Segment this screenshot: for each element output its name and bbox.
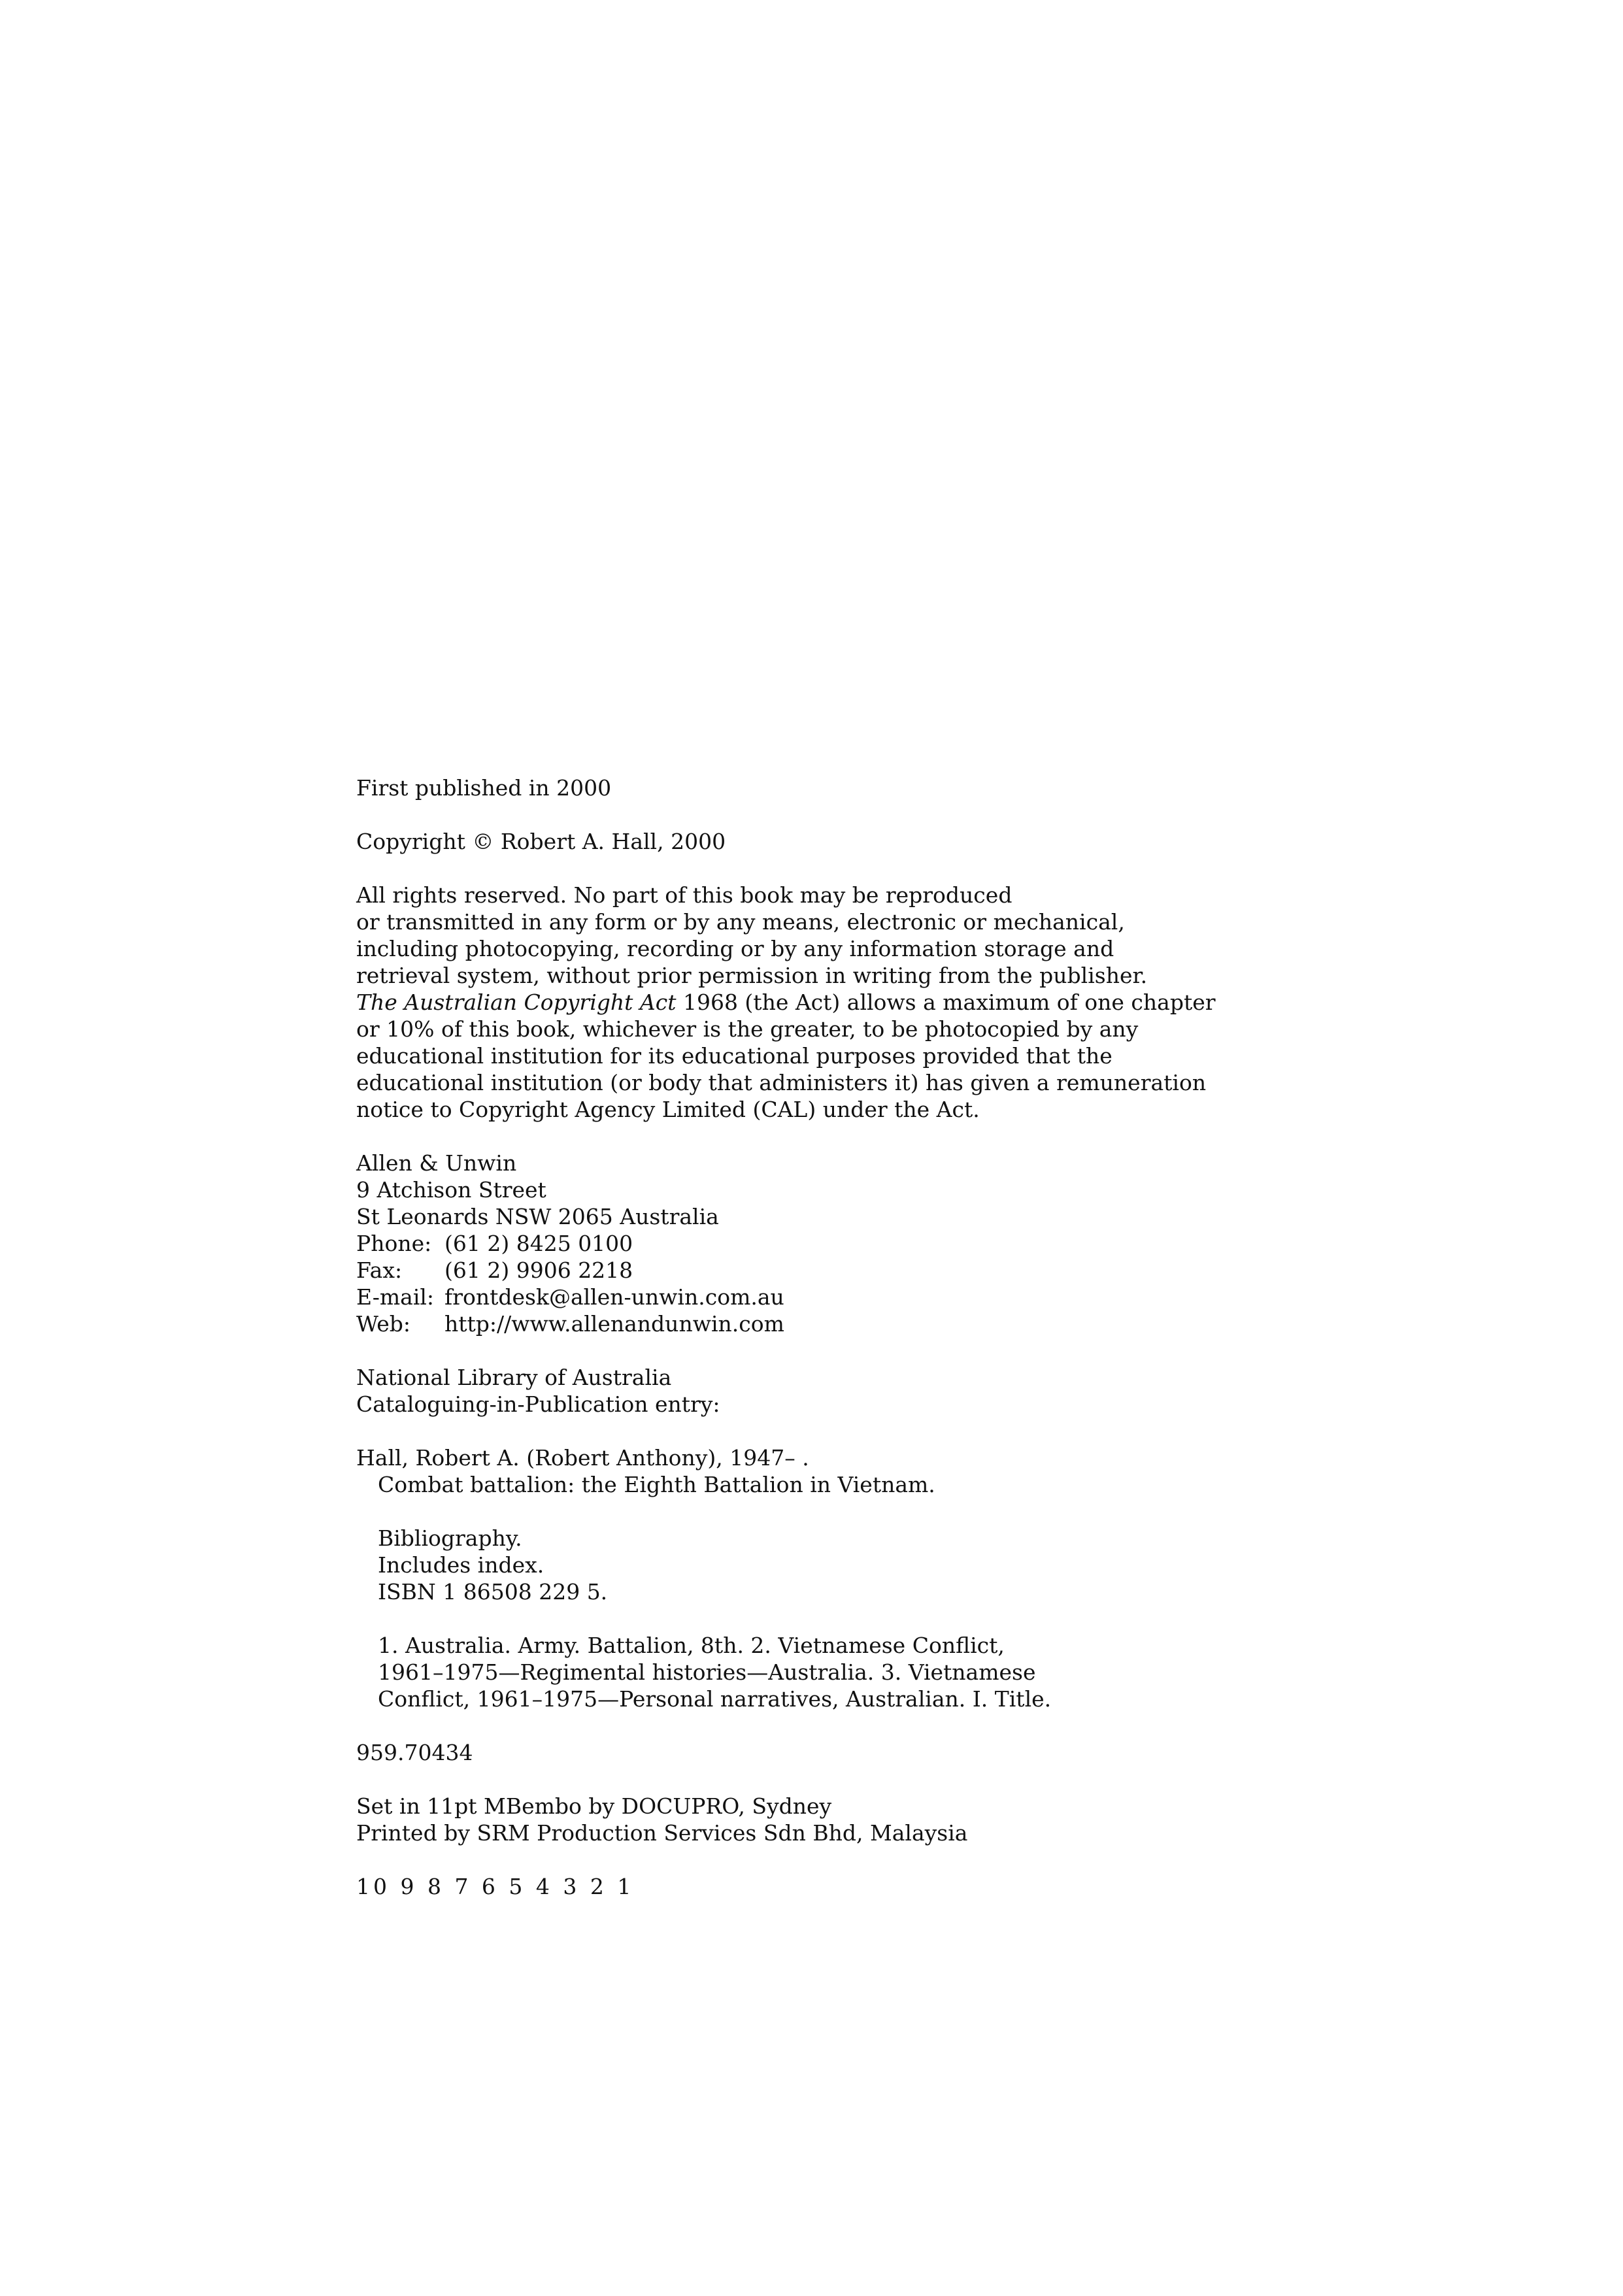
act-title: The Australian Copyright Act [356, 990, 677, 1015]
rights-statement [356, 882, 1216, 1123]
contact-phone [356, 1230, 1206, 1257]
entry-title: Combat battalion: the Eighth Battalion in Vietnam. [378, 1472, 935, 1497]
act-line [356, 989, 1216, 1016]
contact-label: E-mail: [356, 1284, 435, 1310]
classification-number [356, 1739, 1206, 1766]
publisher-address [356, 1150, 1206, 1337]
contact-fax [356, 1257, 1206, 1284]
entry-subject: 1961–1975—Regimental histories—Australia. 3. Vietnamese [378, 1659, 1036, 1685]
entry-subject: Conflict, 1961–1975—Personal narratives, Australian. I. Title. [378, 1686, 1052, 1712]
catalogue-entry [356, 1444, 1206, 1712]
copyright-notice [356, 828, 1206, 855]
entry-note: Bibliography. [378, 1525, 522, 1551]
print-line [356, 1873, 1206, 1900]
rights-line: retrieval system, without prior permission in writing from the publisher. [356, 963, 1148, 988]
contact-web [356, 1310, 1206, 1337]
act-rest: 1968 (the Act) allows a maximum of one chapter [676, 990, 1216, 1015]
printer-credit: Printed by SRM Production Services Sdn Bhd, Malaysia [356, 1820, 968, 1846]
entry-note: Includes index. [378, 1552, 544, 1578]
entry-author: Hall, Robert A. (Robert Anthony), 1947– . [356, 1445, 809, 1471]
rights-line: educational institution (or body that administers it) has given a remuneration [356, 1070, 1207, 1095]
rights-line: All rights reserved. No part of this book may be reproduced [356, 882, 1012, 908]
entry-isbn: ISBN 1 86508 229 5. [378, 1579, 608, 1605]
contact-label: Phone: [356, 1231, 432, 1256]
contact-label: Web: [356, 1311, 410, 1337]
cip-heading [356, 1364, 1206, 1418]
rights-line: notice to Copyright Agency Limited (CAL) under the Act. [356, 1097, 980, 1122]
cip-line-1: National Library of Australia [356, 1365, 672, 1390]
entry-subject: 1. Australia. Army. Battalion, 8th. 2. Vietnamese Conflict, [378, 1633, 1005, 1658]
contact-label: Fax: [356, 1257, 403, 1283]
contact-value: (61 2) 9906 2218 [444, 1257, 633, 1283]
imprint-block [356, 774, 1216, 1900]
contact-value: (61 2) 8425 0100 [444, 1231, 633, 1256]
rights-line: or 10% of this book, whichever is the greater, to be photocopied by any [356, 1016, 1139, 1042]
rights-line: including photocopying, recording or by any information storage and [356, 936, 1114, 961]
rights-line: educational institution for its educational purposes provided that the [356, 1043, 1113, 1069]
cip-line-2: Cataloguing-in-Publication entry: [356, 1391, 720, 1417]
print-line-text: 10 9 8 7 6 5 4 3 2 1 [356, 1874, 635, 1899]
copyright-text: Copyright © Robert A. Hall, 2000 [356, 829, 726, 854]
classification-text: 959.70434 [356, 1740, 473, 1765]
typeset-credit: Set in 11pt MBembo by DOCUPRO, Sydney [356, 1793, 832, 1819]
production-credits [356, 1793, 1206, 1846]
contact-value: http://www.allenandunwin.com [444, 1311, 784, 1337]
first-published-text: First published in 2000 [356, 775, 612, 801]
publisher-street: 9 Atchison Street [356, 1177, 546, 1203]
contact-value: frontdesk@allen-unwin.com.au [444, 1284, 784, 1310]
publisher-name: Allen & Unwin [356, 1150, 517, 1176]
first-published [356, 774, 1206, 801]
publisher-city: St Leonards NSW 2065 Australia [356, 1204, 719, 1229]
contact-email [356, 1284, 1206, 1310]
rights-line: or transmitted in any form or by any means, electronic or mechanical, [356, 909, 1125, 935]
